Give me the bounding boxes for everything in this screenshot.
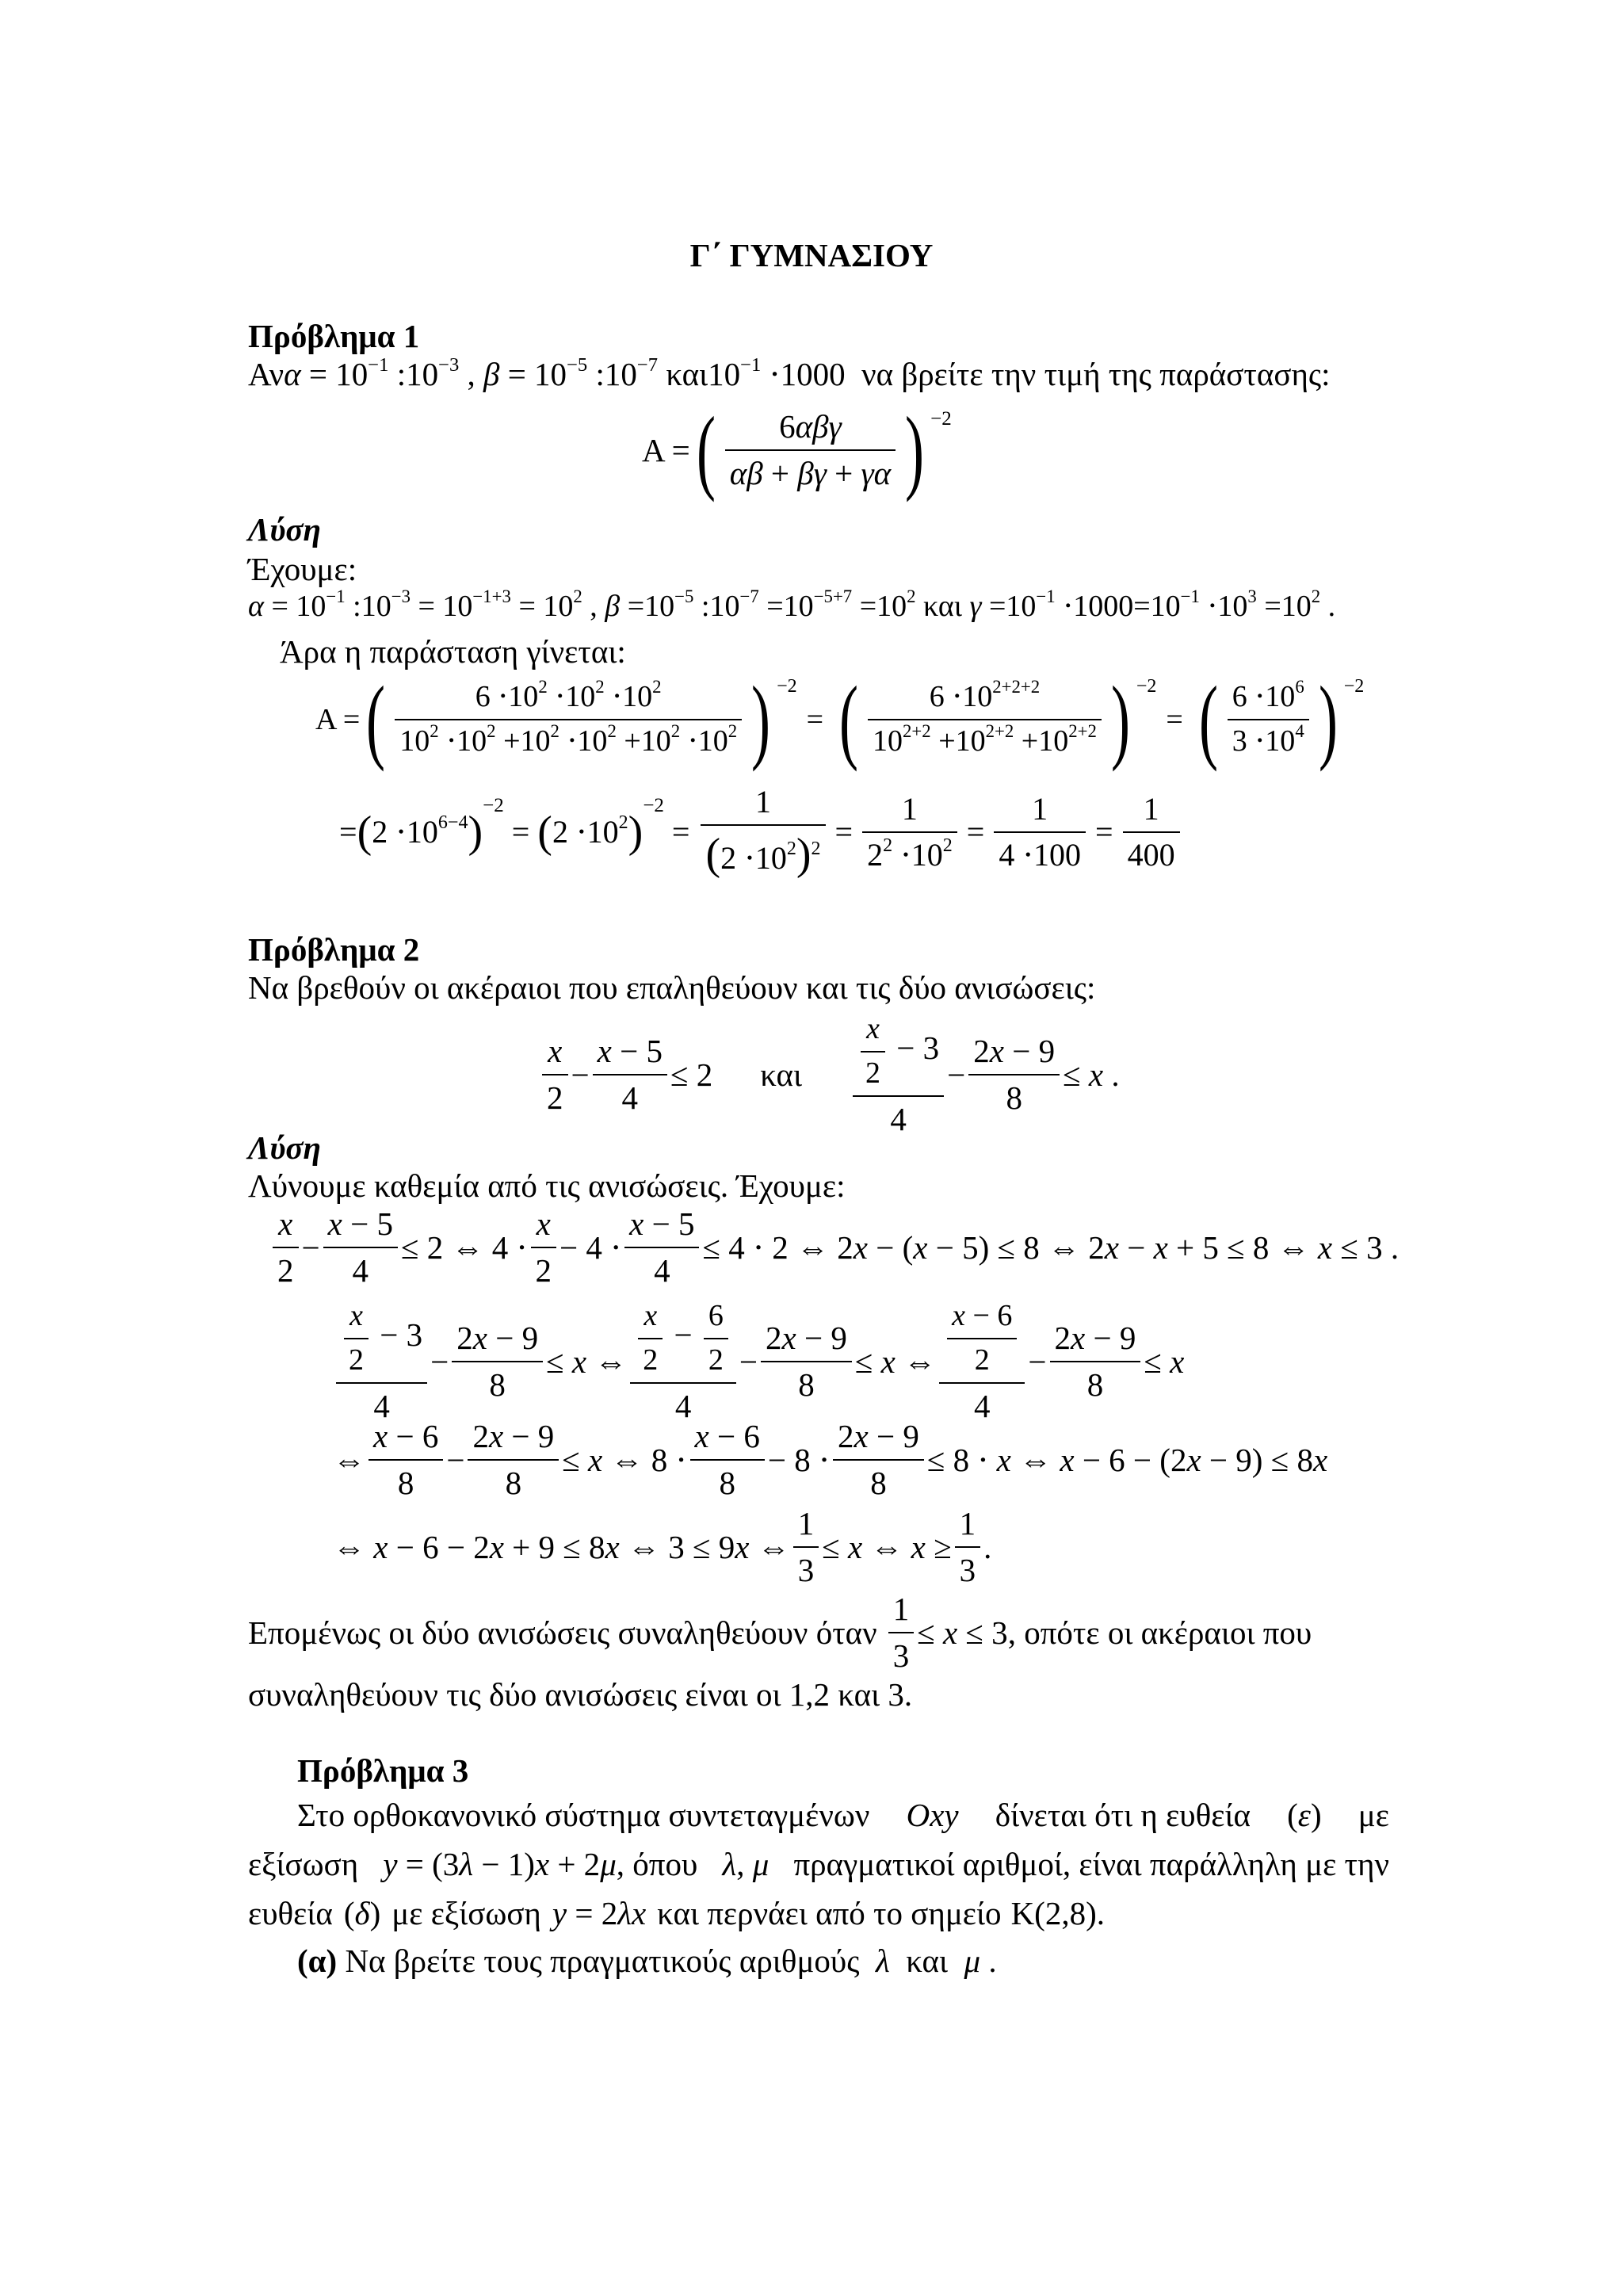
problem-1-statement: $A\nu\alpha = 10^{-1}$ $:10^{-3}$ , $\beta = 10^{-5}$ $:10^{-7}$ $\kappa\alpha\iota 10^{-1} \cdot 1000$ να βρείτε την τιμή της παράστασης: [248,353,1331,392]
problem-2-conclusion: Επομένως οι δύο ανισώσεις συναληθεύουν όταν $\frac{1}{3}$ ≤ x ≤ 3 , οπότε οι ακέραιοι που [248,1591,1312,1675]
problem-1-step-text: Άρα η παράσταση γίνεται: [280,633,626,670]
problem-2-intro: Λύνουμε καθεμία από τις ανισώσεις. Έχουμε: [248,1167,846,1204]
problem-3-line-3: ευθεία (δ) με εξίσωση y = 2λx και περνάει από το σημείο K(2,8). [248,1895,1105,1931]
problem-1-solution-heading: Λύση [248,511,322,548]
problem-1-expression: A = ( 6αβγ αβ + βγ + γα ) −2 [642,397,952,502]
problem-2-step-2: $\frac{x}{2}$ − 3 4 − $\frac{2x - 9}{8}$ ≤ x ⇔ $\frac{x}{2}$ − $\frac{6}{2}$ 4 − $\frac{2x - 9}{8}$ ≤ x ⇔ $\frac{x - 6}{2}$ 4 − $\frac{2x - 9}{8}$ ≤ x [333,1300,1184,1424]
problem-3-part-a: (α) Να βρείτε τους πραγματικούς αριθμούς λ και μ . [297,1943,997,1979]
problem-3-heading: Πρόβλημα 3 [297,1752,469,1789]
problem-3-line-1: Στο ορθοκανονικό σύστημα συντεταγμένων Oxy δίνεται ότι η ευθεία (ε) με [297,1797,1389,1833]
page-title: Γ΄ ΓΥΜΝΑΣΙΟΥ [689,237,934,273]
problem-2-step-3: ⇔ x − 6 8 − $\frac{2x - 9}{8}$ ≤ x ⇔ 8 ⋅ x − 6 8 − 8 ⋅ $\frac{2x - 9}{8}$ ≤ 8 ⋅ x ⇔ x − 6 − (2x − 9) ≤ 8x [333,1418,1328,1502]
problem-2-heading: Πρόβλημα 2 [248,931,420,968]
problem-1-heading: Πρόβλημα 1 [248,318,420,354]
problem-1-calc-line-2: = ( $2 \cdot 10^{6-4}$ ) −2 = ( $2 \cdot 10^2$ ) −2 = $\frac{1}{(2 \cdot 10^2)^2}$ = $\frac{1}{2^2 \cdot 10^2}$ = $\frac{1}{4 \cdot 100}$ = $\frac{1}{400}$ [339,785,1183,880]
problem-3-line-2: εξίσωση y = (3λ − 1)x + 2μ, όπου λ, μ πραγματικοί αριθμοί, είναι παράλληλη με την [248,1846,1389,1882]
problem-2-inequalities: x 2 − $\frac{x - 5}{4}$ ≤ 2 και $\frac{x}{2}$ − 3 4 − $\frac{2x - 9}{8}$ ≤ x . [539,1013,1120,1137]
problem-2-conclusion-line-2: συναληθεύουν τις δύο ανισώσεις είναι οι 1,2 και 3. [248,1676,913,1713]
problem-2-step-4: ⇔ x − 6 − 2x + 9 ≤ 8x ⇔ 3 ≤ 9x ⇔ $\frac{1}{3}$ ≤ x ⇔ x ≥ $\frac{1}{3}$ . [333,1505,992,1589]
problem-2-statement: Να βρεθούν οι ακέραιοι που επαληθεύουν και τις δύο ανισώσεις: [248,969,1096,1006]
problem-1-values: $\alpha = 10^{-1}$ $:10^{-3} = 10^{-1+3} = 10^2$ , $\beta =10^{-5}$ $:10^{-7} =10^{-5+7} =10^2$ και $\gamma =10^{-1} \cdot 1000=10^{-1} \cdot 10^3 =10^2$ . [248,586,1336,623]
problem-2-step-1: x 2 − $\frac{x - 5}{4}$ ≤ 2 ⇔ 4 ⋅ x 2 − 4 ⋅ $\frac{x - 5}{4}$ ≤ 4 ⋅ 2 ⇔ 2x − (x − 5) ≤ 8 ⇔ 2x − x + 5 ≤ 8 ⇔ x ≤ 3 . [269,1206,1399,1289]
problem-1-intro: Έχουμε: [248,551,357,587]
problem-2-solution-heading: Λύση [248,1129,322,1166]
problem-1-calc-line-1: A = ( $6 \cdot 10^2 \cdot 10^2 \cdot 10^2$ $10^2 \cdot 10^2 +10^2 \cdot 10^2 +10^2 \cdot 10^2$ ) −2 = ( $6 \cdot 10^{2+2+2}$ $10^{2+2} +10^{2+2} +10^{2+2}$ ) −2 = ( $6 \cdot 10^6$ $3 \cdot 10^4$ ) −2 [315,667,1365,772]
